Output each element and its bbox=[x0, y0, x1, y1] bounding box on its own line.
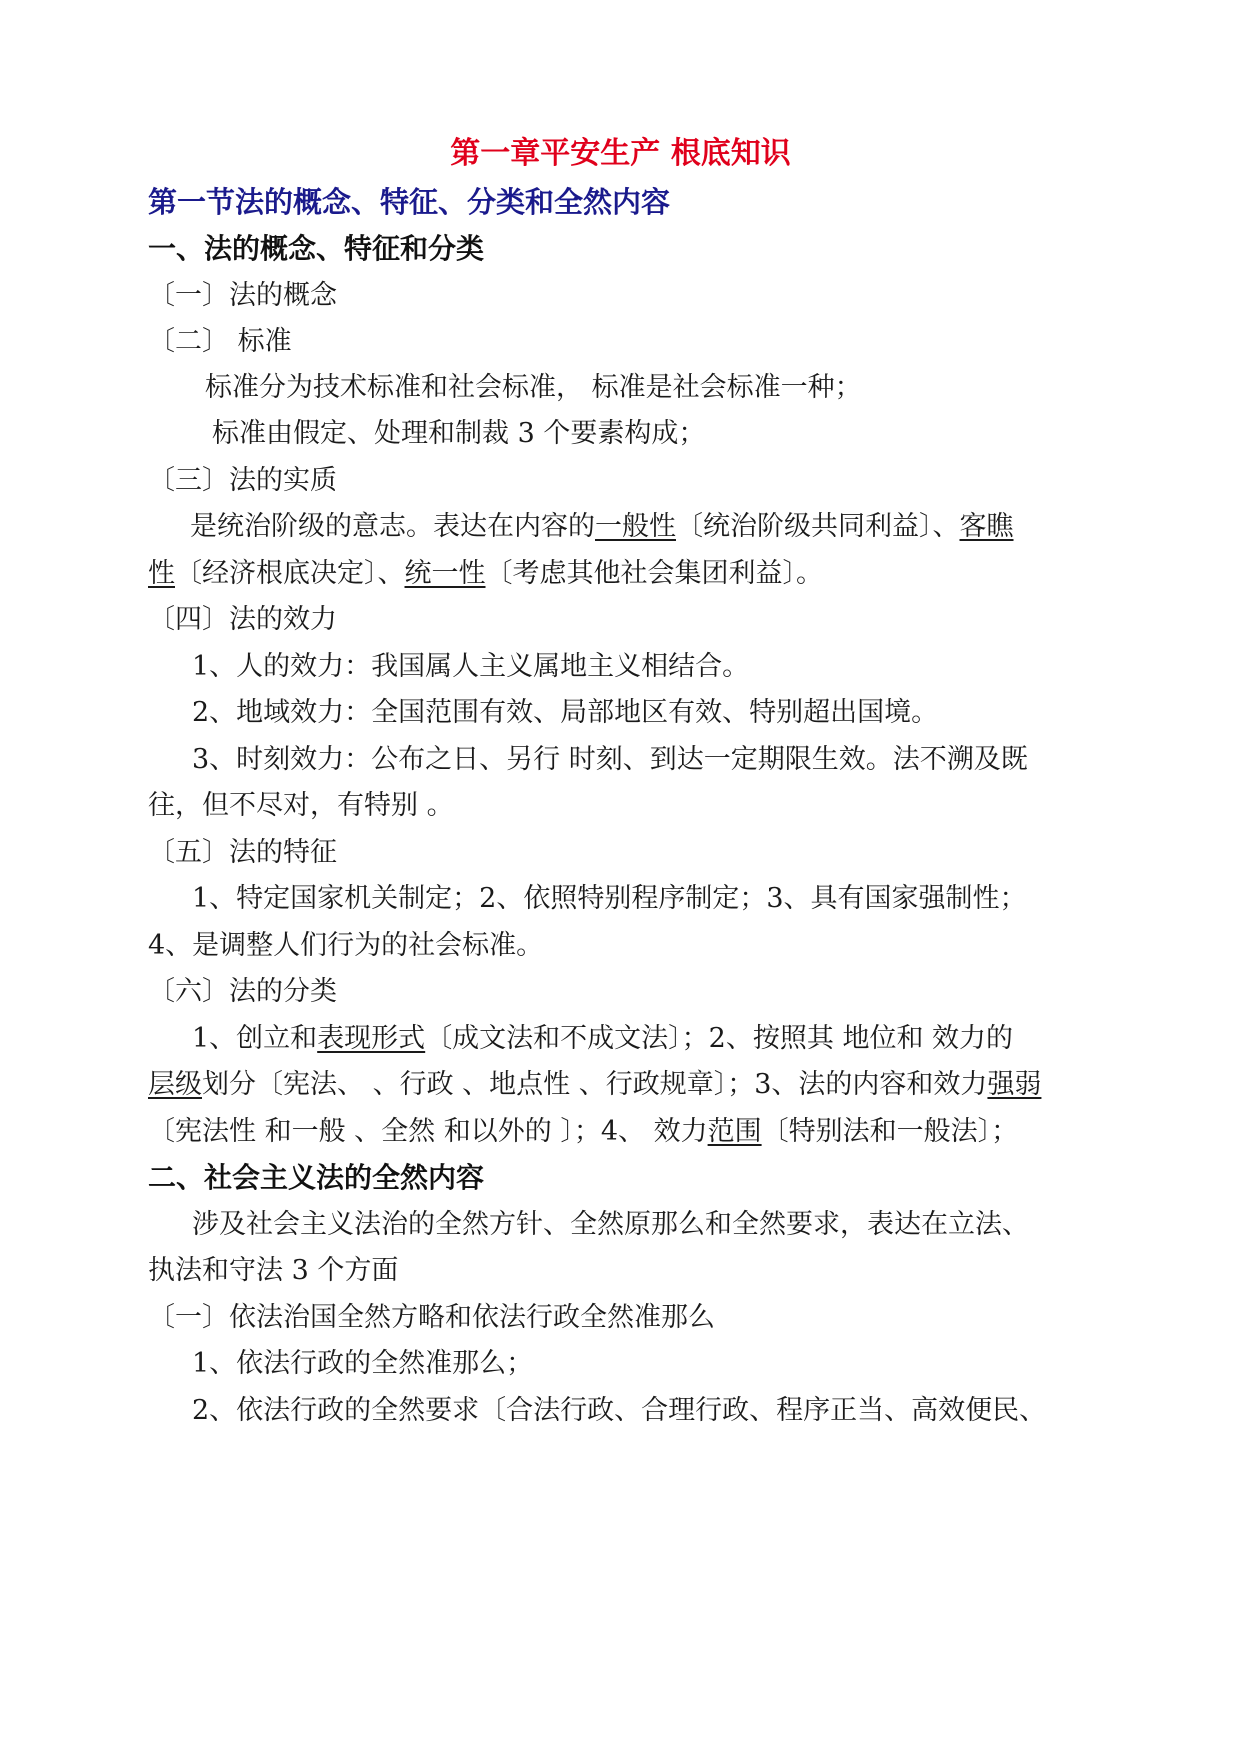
subsection-rule-of-law: 〔一〕依法治国全然方略和依法行政全然准那么 bbox=[148, 1302, 715, 1333]
text-run: 〔宪法性 和一般 、全然 和以外的 〕；4、 效力 bbox=[148, 1116, 708, 1147]
paragraph-socialist-law-2: 执法和守法 3 个方面 bbox=[148, 1255, 399, 1286]
section-heading: 第一节法的概念、特征、分类和全然内容 bbox=[148, 185, 671, 219]
chapter-title: 第一章平安生产 根底知识 bbox=[450, 136, 791, 171]
text-run: 1、创立和 bbox=[192, 1023, 318, 1054]
underlined-term: 统一性 bbox=[404, 558, 486, 589]
text-run: 〔成文法和不成文法〕；2、按照其 地位和 效力的 bbox=[425, 1023, 1014, 1054]
paragraph-effect-3b: 往，但不尽对，有特别 。 bbox=[148, 790, 454, 821]
text-run: 〔特别法和一般法〕； bbox=[761, 1116, 1019, 1147]
paragraph-rule-of-law-1: 1、依法行政的全然准那么； bbox=[192, 1348, 534, 1379]
paragraph-norms-1: 标准分为技术标准和社会标准， 标准是社会标准一种； bbox=[205, 372, 862, 403]
text-run: 划分〔宪法、 、行政 、地点性 、行政规章〕；3、法的内容和效力 bbox=[202, 1069, 988, 1100]
paragraph-essence-line2 bbox=[148, 556, 1128, 592]
text-run: 〔考虑其他社会集团利益〕。 bbox=[485, 558, 823, 589]
paragraph-classification-line2 bbox=[148, 1067, 1128, 1103]
underlined-term: 性 bbox=[148, 558, 175, 589]
paragraph-essence-line1 bbox=[190, 509, 1170, 545]
underlined-term: 表现形式 bbox=[317, 1023, 426, 1054]
paragraph-classification-line3 bbox=[148, 1114, 1128, 1150]
text-run: 〔经济根底决定〕、 bbox=[175, 558, 405, 589]
underlined-term: 一般性 bbox=[595, 511, 676, 542]
subsection-law-classification: 〔六〕法的分类 bbox=[148, 976, 337, 1007]
underlined-term: 客瞧 bbox=[959, 511, 1014, 542]
paragraph-effect-1: 1、人的效力：我国属人主义属地主义相结合。 bbox=[192, 651, 750, 682]
paragraph-rule-of-law-2: 2、依法行政的全然要求〔合法行政、合理行政、程序正当、高效便民、 bbox=[192, 1395, 1047, 1426]
text-run: 〔统治阶级共同利益〕、 bbox=[676, 511, 960, 542]
part-heading-1: 一、法的概念、特征和分类 bbox=[148, 232, 485, 265]
underlined-term: 范围 bbox=[707, 1116, 762, 1147]
underlined-term: 强弱 bbox=[987, 1069, 1042, 1100]
paragraph-norms-2: 标准由假定、处理和制裁 3 个要素构成； bbox=[212, 418, 706, 449]
part-heading-2: 二、社会主义法的全然内容 bbox=[148, 1161, 485, 1194]
underlined-term: 层级 bbox=[148, 1069, 202, 1100]
subsection-norms: 〔二〕 标准 bbox=[148, 326, 292, 357]
paragraph-effect-3a: 3、时刻效力：公布之日、另行 时刻、到达一定期限生效。法不溯及既 bbox=[192, 744, 1028, 775]
text-run: 是统治阶级的意志。表达在内容的 bbox=[190, 511, 595, 542]
subsection-law-effect: 〔四〕法的效力 bbox=[148, 604, 337, 635]
paragraph-features-1: 1、特定国家机关制定；2、依照特别程序制定；3、具有国家强制性； bbox=[192, 883, 1027, 914]
paragraph-effect-2: 2、地域效力：全国范围有效、局部地区有效、特别超出国境。 bbox=[192, 697, 939, 728]
subsection-law-concept: 〔一〕法的概念 bbox=[148, 280, 337, 311]
paragraph-features-2: 4、是调整人们行为的社会标准。 bbox=[148, 930, 544, 961]
paragraph-classification-line1 bbox=[192, 1021, 1172, 1057]
subsection-law-essence: 〔三〕法的实质 bbox=[148, 465, 337, 496]
subsection-law-features: 〔五〕法的特征 bbox=[148, 837, 337, 868]
paragraph-socialist-law-1: 涉及社会主义法治的全然方针、全然原那么和全然要求，表达在立法、 bbox=[192, 1209, 1029, 1240]
